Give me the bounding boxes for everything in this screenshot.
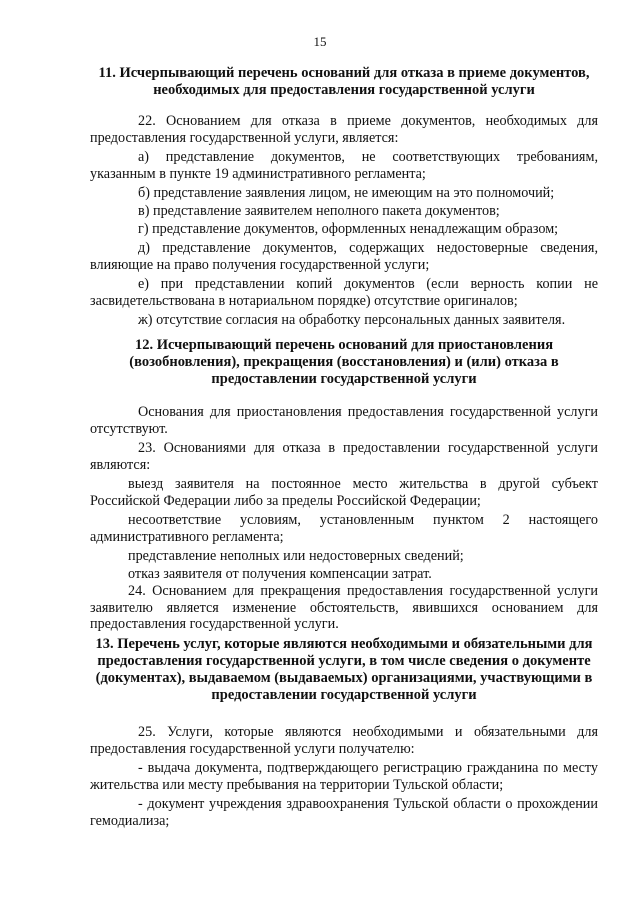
list-item-d: д) представление документов, содержащих недостоверные сведения, влияющие на право получения государственной услуги; [90,240,598,273]
list-item-zh: ж) отсутствие согласия на обработку персональных данных заявителя. [138,312,566,328]
paragraph-22: 22. Основанием для отказа в приеме документов, необходимых для предоставления государственной услуги, является: [90,113,598,146]
list-item-v: в) представление заявителем неполного пакета документов; [138,203,500,219]
section-11-heading: 11. Исчерпывающий перечень оснований для отказа в приеме документов, необходимых для предоставления государственной услуги [98,65,590,98]
section-13-heading: 13. Перечень услуг, которые являются необходимыми и обязательными для предоставления государственной услуги, в том числе сведения о документе (документах), выдаваемом (выдаваемых) организациями, участвующими в предоставлении государственной услуги [95,636,593,703]
paragraph-24: 24. Основанием для прекращения предоставления государственной услуги заявителю является изменение обстоятельств, явившихся основанием для предоставления государственной услуги. [90,583,598,632]
list-item-g: г) представление документов, оформленных ненадлежащим образом; [138,221,559,237]
refusal-item-4: отказ заявителя от получения компенсации затрат. [128,566,432,582]
service-item-2: - документ учреждения здравоохранения Тульской области о прохождении гемодиализа; [90,796,598,829]
paragraph-23: 23. Основаниями для отказа в предоставлении государственной услуги являются: [90,440,598,473]
refusal-item-3: представление неполных или недостоверных сведений; [128,548,464,564]
list-item-e: е) при представлении копий документов (если верность копии не засвидетельствована в нотариальном порядке) отсутствие оригиналов; [90,276,598,309]
list-item-a: а) представление документов, не соответствующих требованиям, указанным в пункте 19 административного регламента; [90,149,598,182]
section-12-heading: 12. Исчерпывающий перечень оснований для приостановления (возобновления), прекращения (восстановления) и (или) отказа в предоставлении государственной услуги [129,337,559,387]
service-item-1: - выдача документа, подтверждающего регистрацию гражданина по месту жительства или месту пребывания на территории Тульской области; [90,760,598,793]
paragraph-suspension: Основания для приостановления предоставления государственной услуги отсутствуют. [90,404,598,437]
paragraph-25: 25. Услуги, которые являются необходимыми и обязательными для предоставления государственной услуги получателю: [90,724,598,757]
refusal-item-2: несоответствие условиям, установленным пунктом 2 настоящего административного регламента; [90,512,598,545]
refusal-item-1: выезд заявителя на постоянное место жительства в другой субъект Российской Федерации либо за пределы Российской Федерации; [90,476,598,509]
page-number: 15 [313,34,327,49]
list-item-b: б) представление заявления лицом, не имеющим на это полномочий; [138,185,555,201]
